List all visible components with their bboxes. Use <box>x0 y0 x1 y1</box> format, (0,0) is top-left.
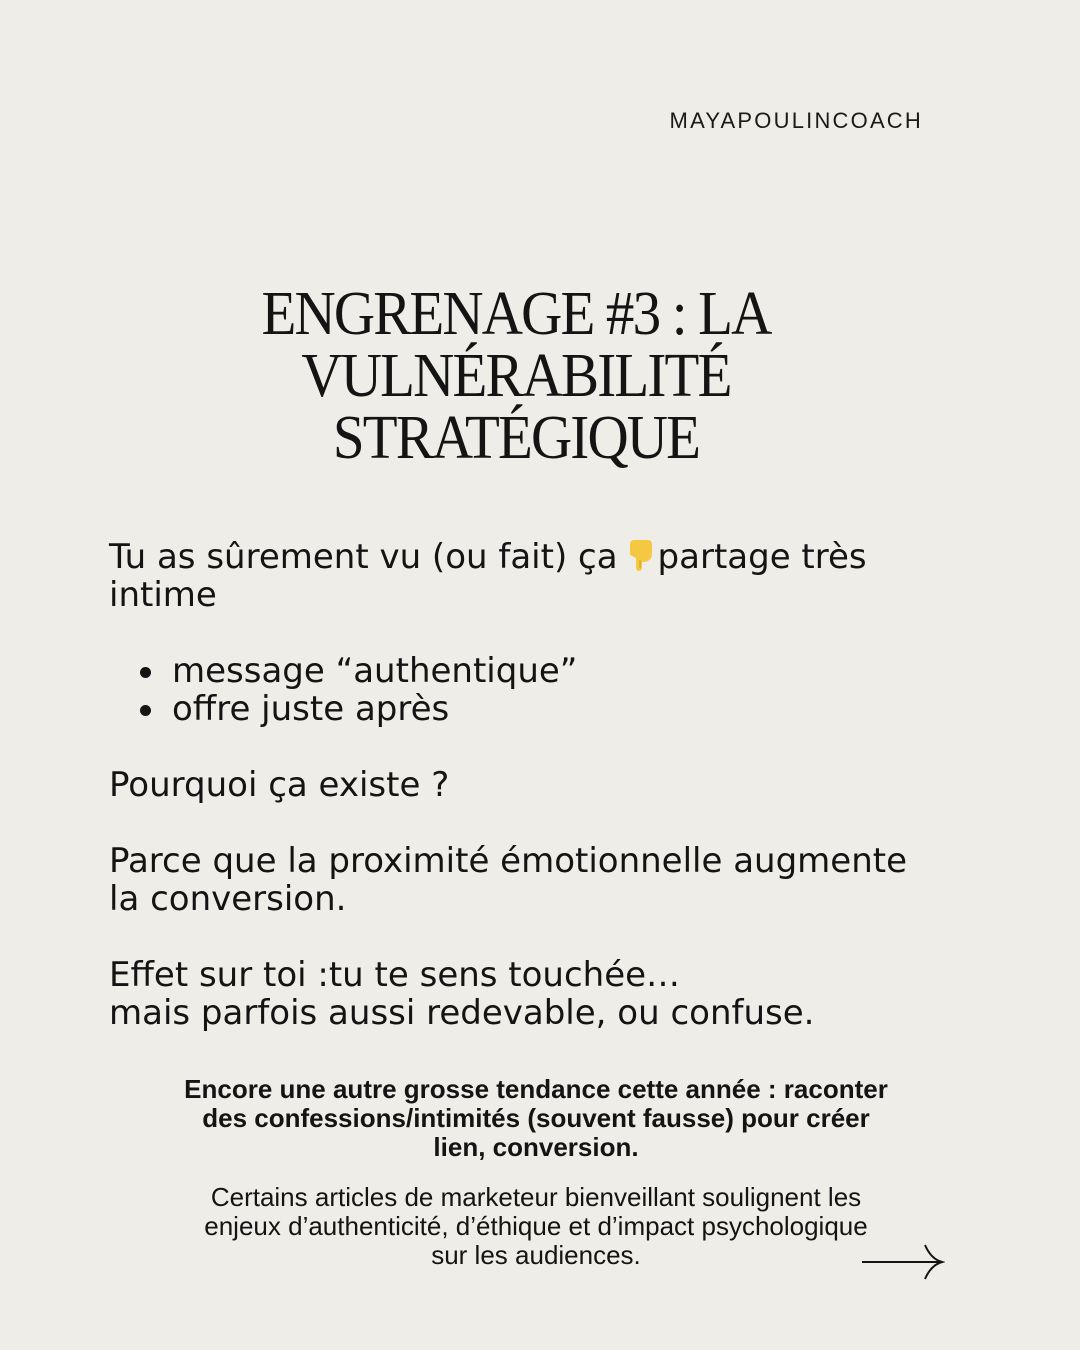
title-line: ENGRENAGE #3 : LA <box>261 280 771 348</box>
articles-note-line: enjeux d’authenticité, d’éthique et d’impact psychologique <box>204 1211 868 1241</box>
effect-line: Effet sur toi :tu te sens touchée… <box>109 955 681 995</box>
list-item: offre juste après <box>109 690 577 728</box>
question-text: Pourquoi ça existe ? <box>109 765 450 805</box>
trend-note-line: lien, conversion. <box>433 1132 639 1162</box>
trend-note-line: des confessions/intimités (souvent fausse) pour créer <box>202 1103 870 1133</box>
title-line: STRATÉGIQUE <box>332 404 700 472</box>
articles-note-line: Certains articles de marketeur bienveillant soulignent les <box>210 1182 862 1212</box>
page-title <box>41 280 990 472</box>
intro-paragraph <box>109 538 949 614</box>
articles-note <box>120 1183 952 1270</box>
trend-note <box>120 1075 952 1162</box>
articles-note-line: sur les audiences. <box>431 1240 641 1270</box>
intro-text: intime <box>109 575 217 615</box>
trend-note-line: Encore une autre grosse tendance cette année : raconter <box>184 1074 888 1104</box>
intro-text: partage très <box>657 537 867 577</box>
answer-line: la conversion. <box>109 879 347 919</box>
answer-paragraph <box>109 842 949 918</box>
title-line: VULNÉRABILITÉ <box>301 342 731 410</box>
answer-line: Parce que la proximité émotionnelle augmente <box>109 841 908 881</box>
intro-text: Tu as sûrement vu (ou fait) ça <box>109 537 618 577</box>
effect-line: mais parfois aussi redevable, ou confuse. <box>109 993 815 1033</box>
list-item: message “authentique” <box>109 652 577 690</box>
effect-paragraph <box>109 956 949 1032</box>
pointing-down-hand-emoji-icon <box>626 538 656 572</box>
account-handle: MAYAPOULINCOACH <box>669 108 923 133</box>
right-arrow-icon[interactable] <box>861 1242 945 1282</box>
bullet-list <box>109 652 577 728</box>
